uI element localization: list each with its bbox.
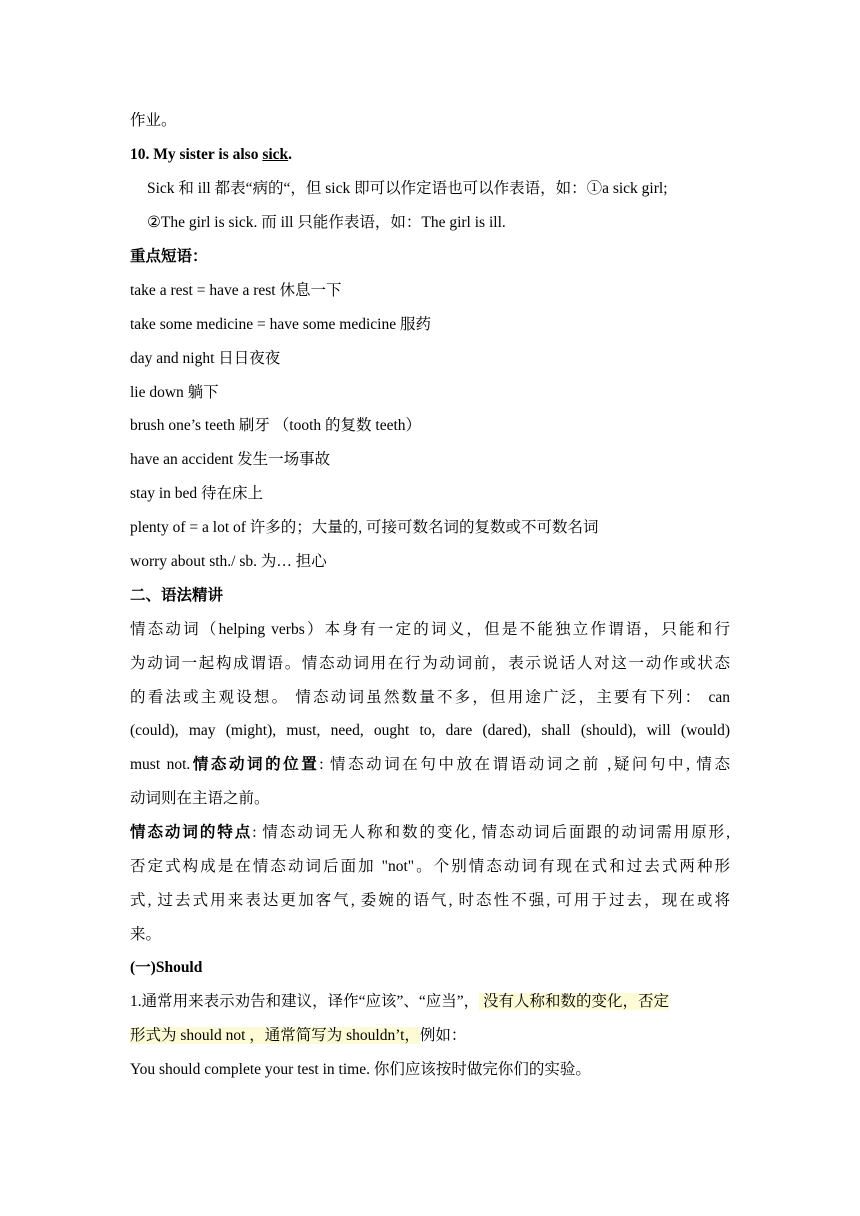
phrase-line bbox=[130, 517, 599, 539]
phrase-line bbox=[130, 483, 263, 505]
text-span: 为动词一起构成谓语。情态动词用在行为动词前，表示说话人对这一动作或状态 bbox=[130, 655, 730, 672]
text-line bbox=[130, 1025, 466, 1047]
text-span: 来。 bbox=[130, 926, 162, 943]
text-span: take some medicine = have some medicine 服药 bbox=[130, 316, 431, 333]
text-line bbox=[130, 110, 177, 132]
text-line bbox=[130, 822, 730, 844]
section-heading bbox=[130, 585, 223, 607]
text-line bbox=[130, 619, 730, 641]
phrase-line bbox=[130, 415, 421, 437]
text-line bbox=[130, 720, 730, 742]
text-line bbox=[130, 687, 730, 709]
phrase-line bbox=[130, 348, 280, 370]
text-span: plenty of = a lot of 许多的；大量的, 可接可数名词的复数或不可数名词 bbox=[130, 519, 599, 536]
text-span: 二、语法精讲 bbox=[130, 587, 224, 604]
example-sentence bbox=[130, 1059, 591, 1081]
text-span: (一)Should bbox=[130, 959, 203, 976]
text-span: take a rest = have a rest 休息一下 bbox=[130, 282, 342, 299]
text-line bbox=[130, 788, 270, 810]
phrase-line bbox=[130, 314, 431, 336]
text-span: 10. My sister is also bbox=[130, 146, 263, 163]
phrase-line bbox=[130, 280, 341, 302]
text-span: brush one’s teeth 刷牙 （tooth 的复数 teeth） bbox=[130, 417, 422, 434]
text-span: day and night 日日夜夜 bbox=[130, 350, 281, 367]
bold-term: 情态动词的特点 bbox=[130, 824, 253, 841]
text-span: 情态动词（helping verbs）本身有一定的词义，但是不能独立作谓语，只能和行 bbox=[130, 621, 730, 638]
text-line bbox=[147, 178, 668, 200]
text-span: have an accident 发生一场事故 bbox=[130, 451, 331, 468]
highlighted-text: 没有人称和数的变化，否定 bbox=[479, 993, 670, 1010]
text-line bbox=[130, 924, 161, 946]
text-span: 例如： bbox=[419, 1027, 467, 1044]
section-heading bbox=[130, 246, 208, 268]
text-line bbox=[130, 890, 730, 912]
text-span: ②The girl is sick. 而 ill 只能作表语，如：The girl is ill. bbox=[147, 214, 506, 231]
text-line bbox=[130, 991, 669, 1013]
text-span: 重点短语： bbox=[130, 248, 208, 265]
text-span: : 情态动词在句中放在谓语动词之前 ,疑问句中, 情态 bbox=[319, 756, 730, 773]
item-heading bbox=[130, 144, 292, 166]
text-span: must not. bbox=[130, 756, 191, 773]
text-span: 的看法或主观设想。 情态动词虽然数量不多，但用途广泛，主要有下列： can bbox=[130, 689, 730, 706]
text-line bbox=[130, 856, 730, 878]
underlined-word: sick bbox=[262, 146, 289, 163]
text-span: 式, 过去式用来表达更加客气, 委婉的语气, 时态性不强, 可用于过去，现在或将 bbox=[130, 892, 730, 909]
text-span: Sick 和 ill 都表“病的“，但 sick 即可以作定语也可以作表语，如：①a sick girl; bbox=[147, 180, 668, 197]
text-span: 1.通常用来表示劝告和建议，译作“应该”、“应当”， bbox=[130, 993, 480, 1010]
text-span: 动词则在主语之前。 bbox=[130, 790, 270, 807]
subsection-heading bbox=[130, 957, 202, 979]
text-span: . bbox=[288, 146, 293, 163]
text-span: You should complete your test in time. 你们应该按时做完你们的实验。 bbox=[130, 1061, 591, 1078]
text-span: : 情态动词无人称和数的变化, 情态动词后面跟的动词需用原形, bbox=[252, 824, 730, 841]
phrase-line bbox=[130, 449, 330, 471]
text-span: stay in bed 待在床上 bbox=[130, 485, 264, 502]
text-span: 作业。 bbox=[130, 112, 177, 129]
text-span: (could), may (might), must, need, ought to, dare (dared), shall (should), will (would) bbox=[130, 722, 730, 739]
text-span: lie down 躺下 bbox=[130, 384, 219, 401]
text-span: 否定式构成是在情态动词后面加 "not"。个别情态动词有现在式和过去式两种形 bbox=[130, 858, 730, 875]
bold-term: 情态动词的位置 bbox=[190, 756, 320, 773]
text-line bbox=[130, 653, 730, 675]
text-line bbox=[147, 212, 506, 234]
text-line bbox=[130, 754, 730, 776]
text-span: worry about sth./ sb. 为… 担心 bbox=[130, 553, 327, 570]
highlighted-text: 形式为 should not ，通常简写为 shouldn’t， bbox=[130, 1027, 420, 1044]
phrase-line bbox=[130, 551, 327, 573]
phrase-line bbox=[130, 382, 219, 404]
